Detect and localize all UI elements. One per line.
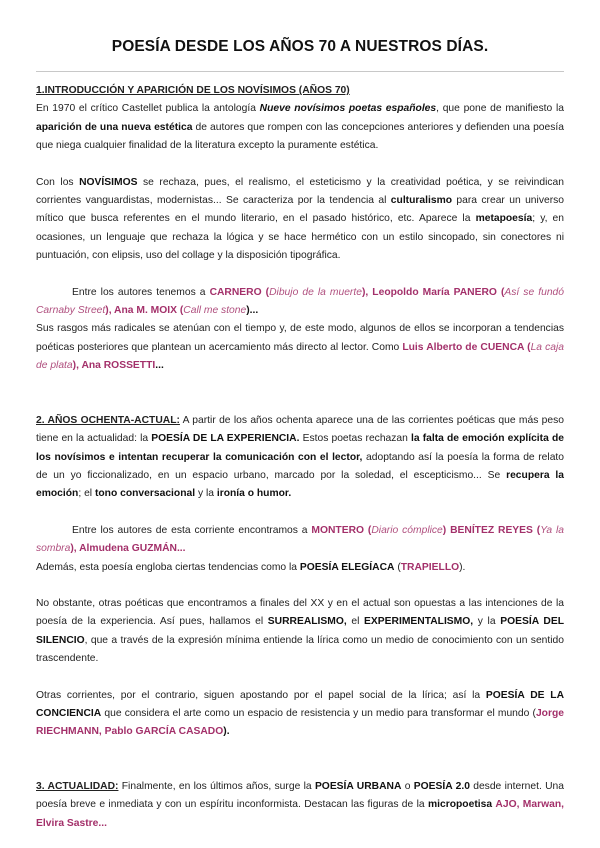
section-2-authors: Entre los autores de esta corriente encontramos a MONTERO (Diario cómplice) BENÍTEZ REYES (Ya la sombra), Almudena GUZMÁN... [36,524,564,555]
section-3-heading: 3. ACTUALIDAD: [36,780,119,792]
section-3-paragraph-1: 3. ACTUALIDAD: Finalmente, en los últimos años, surge la POESÍA URBANA o POESÍA 2.0 desde internet. Una poesía breve e inmediata y con un espíritu inconformista. Destacan las figuras de la micropoetisa AJO, Marwan, Elvira Sastre... [36,780,565,829]
section-2-paragraph-1: 2. AÑOS OCHENTA-ACTUAL: A partir de los años ochenta aparece una de las corrientes poéticas que más peso tiene en la actualidad: la POESÍA DE LA EXPERIENCIA. Estos poetas rechazan la falta de emoción explícita de los novísimos e intentan recuperar la comunicación con el lector, adoptando así la poesía la forma de relato de un yo ficcionalizado, en un espacio urbano, marcado por la soledad, el escepticismo... Se recupera la emoción; el tono conversacional y la ironía o humor. [36,414,565,500]
section-1-authors: Entre los autores tenemos a CARNERO (Dibujo de la muerte), Leopoldo María PANERO (Así se fundó Carnaby Street), Ana M. MOIX (Call me stone)... [36,286,564,317]
section-2-heading: 2. AÑOS OCHENTA-ACTUAL: [36,414,180,426]
title-divider [36,71,564,72]
section-1-paragraph-2: Con los NOVÍSIMOS se rechaza, pues, el realismo, el esteticismo y la creatividad poética, y se reivindican corrientes vanguardistas, modernistas... Se caracteriza por la tendencia al culturalismo para crear un universo mítico que busca referentes en el mundo literario, en el pasado histórico, etc. Aparece la metapoesía; y, en ocasiones, un lenguaje que rechaza la lógica y se hace hermético con un estilo sincopado, sin conectores ni puntuación, con elipsis, uso del collage y la disposición tipográfica. [36,176,565,262]
section-2-paragraph-3: Además, esta poesía engloba ciertas tendencias como la POESÍA ELEGÍACA (TRAPIELLO). [36,561,466,573]
section-2-paragraph-5: Otras corrientes, por el contrario, siguen apostando por el papel social de la lírica; así la POESÍA DE LA CONCIENCIA que considera el arte como un espacio de resistencia y un medio para transformar el mundo (Jorge RIECHMANN, Pablo GARCÍA CASADO). [36,689,565,738]
document-body [36,82,564,833]
section-1-paragraph-1: En 1970 el crítico Castellet publica la antología Nueve novísimos poetas españoles, que pone de manifiesto la aparición de una nueva estética de autores que rompen con las concepciones anteriores y defienden una poesía que niega cualquier finalidad de la literatura excepto la puramente estética. [36,103,564,152]
page-title: POESÍA DESDE LOS AÑOS 70 A NUESTROS DÍAS. [111,38,489,55]
section-1-paragraph-4: Sus rasgos más radicales se atenúan con el tiempo y, de este modo, algunos de ellos se incorporan a tendencias poéticas posteriores que plantean un acercamiento más directo al lector. Como Luis Alberto de CUENCA (La caja de plata), Ana ROSSETTI... [36,323,564,372]
section-1-heading: 1.INTRODUCCIÓN Y APARICIÓN DE LOS NOVÍSIMOS (AÑOS 70) [36,85,350,96]
section-2-paragraph-4: No obstante, otras poéticas que encontramos a finales del XX y en el actual son opuestas a las intenciones de la poesía de la experiencia. Así pues, hallamos el SURREALISMO, el EXPERIMENTALISMO, y la POESÍA DEL SILENCIO, que a través de la expresión mínima entiende la lírica como un medio de conocimiento con un sentido trascendente. [36,597,565,665]
